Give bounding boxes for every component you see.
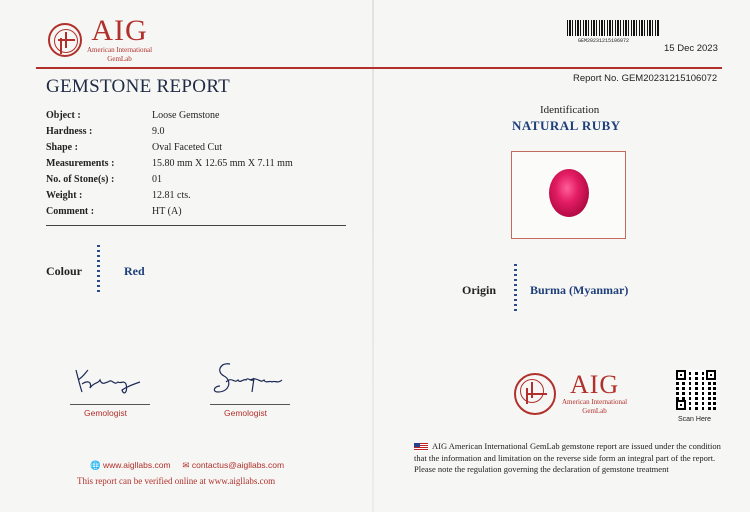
header-rule <box>36 67 722 69</box>
barcode-number: GEM20231215106072 <box>578 38 630 44</box>
barcode-image <box>567 20 659 36</box>
report-number: Report No. GEM20231215106072 <box>573 73 718 84</box>
colour-dotted-separator <box>97 245 100 295</box>
email-link[interactable]: contactus@aigllabs.com <box>191 460 285 470</box>
signature-line-2 <box>210 404 290 405</box>
logo-line2: GemLab <box>582 407 607 415</box>
colour-label: Colour <box>46 264 82 278</box>
detail-value: 12.81 cts. <box>152 190 191 201</box>
verify-note: This report can be verified online at www.aigllabs.com <box>77 476 276 486</box>
logo-brand: AIG <box>569 370 620 399</box>
website-link[interactable]: www.aigllabs.com <box>102 460 171 470</box>
detail-value: HT (A) <box>152 206 182 217</box>
details-divider <box>46 225 346 226</box>
logo-line1: American International <box>87 46 153 54</box>
origin-label: Origin <box>462 283 497 297</box>
detail-row <box>46 108 293 124</box>
logo-brand: AIG <box>91 14 148 47</box>
detail-value: 9.0 <box>152 126 165 137</box>
signature-line-1 <box>70 404 150 405</box>
colour-value: Red <box>124 264 145 278</box>
detail-label: Weight : <box>46 190 83 201</box>
qr-code-image[interactable] <box>676 370 716 410</box>
details-list <box>46 108 293 220</box>
contact-line <box>90 460 284 471</box>
origin-dotted-separator <box>514 264 517 314</box>
disclaimer-text: AIG American International GemLab gemstone report are issued under the condition that the information and limitation on the reverse side form an integral part of the report. Please note the regulation governing the declaration of gemstone treatment <box>414 441 721 474</box>
aig-seal-icon <box>48 23 82 57</box>
detail-row <box>46 188 293 204</box>
signature-2-image <box>208 358 288 400</box>
report-date: 15 Dec 2023 <box>664 43 718 54</box>
detail-value: 01 <box>152 174 162 185</box>
signature-1-image <box>70 360 150 398</box>
detail-label: Comment : <box>46 206 95 217</box>
report-title: GEMSTONE REPORT <box>46 76 231 97</box>
detail-row <box>46 172 293 188</box>
logo-line2: GemLab <box>107 55 132 63</box>
detail-label: Measurements : <box>46 158 115 169</box>
detail-label: Object : <box>46 110 81 121</box>
detail-label: No. of Stone(s) : <box>46 174 115 185</box>
identification-value: NATURAL RUBY <box>512 118 621 133</box>
signature-2-caption: Gemologist <box>224 408 267 418</box>
detail-value: Loose Gemstone <box>152 110 220 121</box>
origin-value: Burma (Myanmar) <box>530 283 629 297</box>
aig-logo <box>48 16 152 64</box>
gemstone-photo-frame <box>511 151 626 239</box>
detail-value: Oval Faceted Cut <box>152 142 222 153</box>
signature-1-caption: Gemologist <box>84 408 127 418</box>
globe-icon: 🌐 <box>90 460 101 470</box>
aig-seal-icon <box>514 373 556 415</box>
detail-row <box>46 156 293 172</box>
logo-line1: American International <box>562 398 628 406</box>
ruby-gemstone-image <box>549 169 589 217</box>
center-fold <box>372 0 374 512</box>
detail-row <box>46 204 293 220</box>
detail-value: 15.80 mm X 12.65 mm X 7.11 mm <box>152 158 293 169</box>
detail-label: Hardness : <box>46 126 93 137</box>
aig-logo-footer <box>514 372 627 416</box>
identification-label: Identification <box>540 104 600 116</box>
detail-row <box>46 124 293 140</box>
detail-row <box>46 140 293 156</box>
envelope-icon: ✉ <box>182 460 190 470</box>
scan-caption: Scan Here <box>678 416 712 423</box>
detail-label: Shape : <box>46 142 78 153</box>
